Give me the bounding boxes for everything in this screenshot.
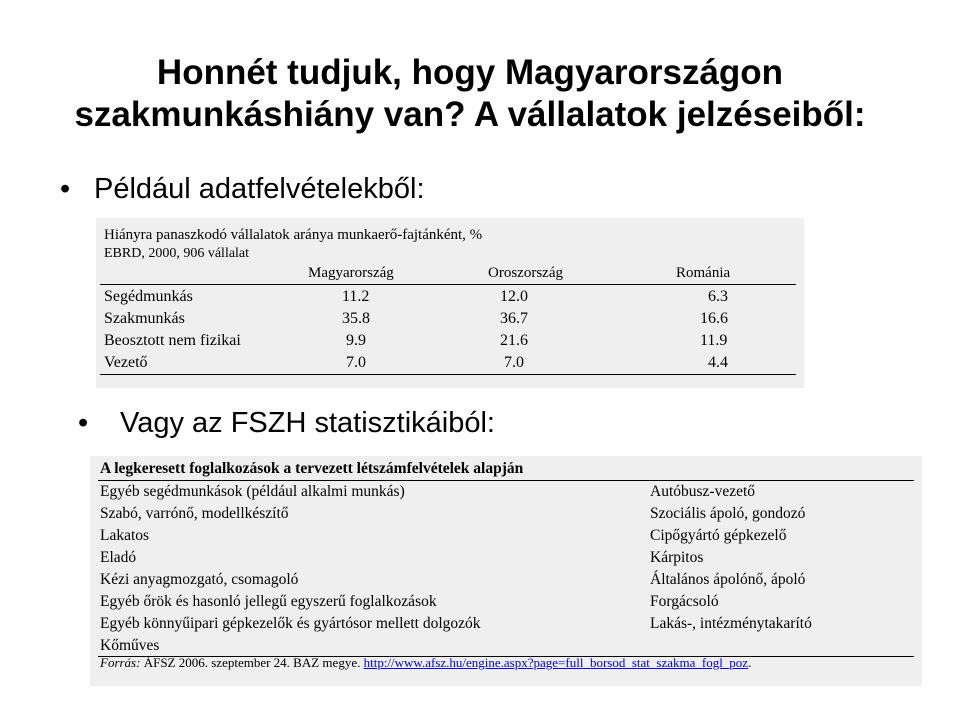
cell-hungary: 35.8: [342, 310, 370, 327]
column-header-russia: Oroszország: [488, 265, 563, 281]
table-row: [96, 352, 796, 374]
row-label: Beosztott nem fizikai: [104, 332, 241, 349]
cell-russia: 12.0: [500, 288, 528, 305]
list-item: Autóbusz-vezető: [650, 483, 756, 500]
list-item: Kézi anyagmozgató, csomagoló: [100, 571, 299, 588]
list-item: Szabó, varrónő, modellkészítő: [100, 505, 289, 522]
list-item: Kárpitos: [650, 549, 704, 566]
list-item: Forgácsoló: [650, 593, 719, 610]
row-label: Szakmunkás: [104, 310, 185, 327]
list-item: Egyéb könnyűipari gépkezelők és gyártósor mellett dolgozók: [100, 615, 481, 632]
source-text: ÁFSZ 2006. szeptember 24. BAZ megye.: [140, 655, 364, 670]
list-item: Szociális ápoló, gondozó: [650, 505, 806, 522]
survey-table: [96, 218, 804, 388]
bullet-2: [78, 406, 495, 440]
occupations-table-header: A legkeresett foglalkozások a tervezett létszámfelvételek alapján: [100, 460, 524, 477]
slide-title-line-2: szakmunkáshiány van? A vállalatok jelzéseiből:: [74, 95, 866, 134]
source-suffix: .: [748, 655, 752, 670]
bottom-rule: [100, 374, 796, 375]
occupations-table: [90, 456, 922, 686]
cell-romania: 16.6: [700, 310, 728, 327]
list-item: Cipőgyártó gépkezelő: [650, 527, 787, 544]
cell-romania: 11.9: [700, 332, 728, 349]
cell-hungary: 11.2: [342, 288, 370, 305]
row-label: Vezető: [104, 354, 148, 371]
table-row: [96, 308, 796, 330]
survey-table-source: EBRD, 2000, 906 vállalat: [104, 246, 250, 261]
bullet-dot-icon: •: [78, 407, 89, 439]
column-header-romania: Románia: [676, 265, 731, 281]
slide-title: [60, 52, 880, 136]
table-row: [96, 286, 796, 308]
survey-table-caption: Hiányra panaszkodó vállalatok aránya munkaerő-fajtánként, %: [104, 227, 483, 243]
cell-russia: 7.0: [504, 354, 524, 371]
bullet-1-text: Például adatfelvételekből:: [94, 173, 425, 205]
row-label: Segédmunkás: [104, 288, 193, 305]
list-item: Eladó: [100, 549, 137, 566]
cell-hungary: 9.9: [346, 332, 366, 349]
cell-russia: 21.6: [500, 332, 528, 349]
list-item: Általános ápolónő, ápoló: [650, 571, 806, 588]
cell-romania: 6.3: [708, 288, 728, 305]
bullet-2-text: Vagy az FSZH statisztikáiból:: [120, 407, 495, 439]
cell-romania: 4.4: [708, 354, 728, 371]
table-row: [96, 330, 796, 352]
source-prefix: Forrás:: [100, 655, 141, 670]
list-item: Egyéb segédmunkások (például alkalmi munkás): [100, 483, 405, 500]
slide-title-line-1: Honnét tudjuk, hogy Magyarországon: [156, 53, 784, 92]
bullet-dot-icon: •: [60, 173, 71, 205]
list-item: Kőműves: [100, 637, 160, 654]
list-item: Egyéb őrök és hasonló jellegű egyszerű foglalkozások: [100, 593, 437, 610]
list-item: Lakatos: [100, 527, 150, 544]
source-link[interactable]: http://www.afsz.hu/engine.aspx?page=full_borsod_stat_szakma_fogl_poz: [363, 655, 749, 670]
list-item: Lakás-, intézménytakarító: [650, 615, 812, 632]
cell-russia: 36.7: [500, 310, 528, 327]
bullet-1: [60, 172, 425, 206]
cell-hungary: 7.0: [346, 354, 366, 371]
source-note: [100, 652, 751, 674]
column-header-hungary: Magyarország: [308, 265, 394, 281]
header-rule: [100, 284, 796, 285]
